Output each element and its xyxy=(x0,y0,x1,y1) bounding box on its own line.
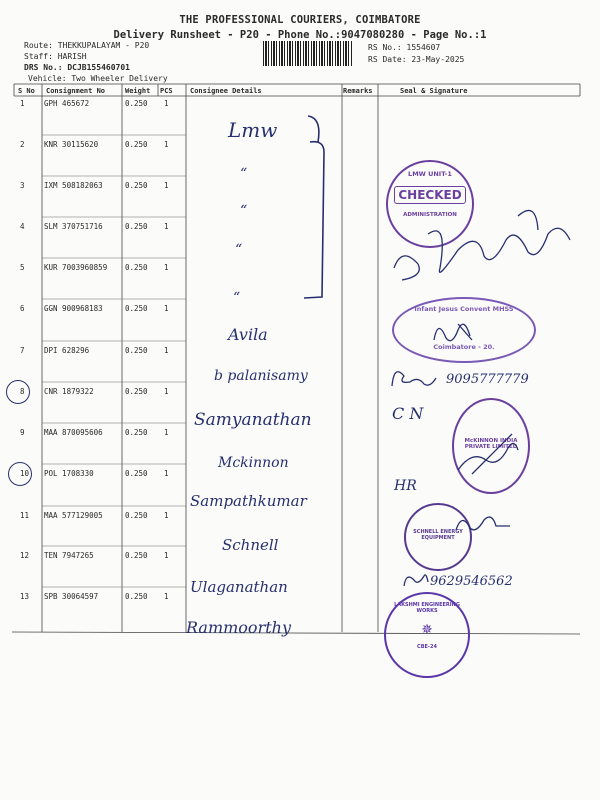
signature-schnell xyxy=(452,508,512,538)
drs-number: DRS No.: DCJB155460701 xyxy=(24,63,130,72)
row-pcs: 1 xyxy=(164,551,169,560)
handwritten-phone-2: 9629546562 xyxy=(430,574,513,589)
row-pcs: 1 xyxy=(164,140,169,149)
circle-mark-row-8 xyxy=(6,380,30,404)
circle-mark-row-10 xyxy=(8,462,32,486)
lmw-stamp-bottom: ADMINISTRATION xyxy=(403,212,457,218)
signature-convent xyxy=(428,310,478,350)
deity-emblem-icon: ✵ xyxy=(421,622,433,638)
row-pcs: 1 xyxy=(164,99,169,108)
row-consignment-no: SPB 30064597 xyxy=(44,592,99,601)
col-header-seal: Seal & Signature xyxy=(400,87,468,95)
row-sno: 5 xyxy=(20,263,25,272)
row-pcs: 1 xyxy=(164,469,169,478)
handwritten-sampathkumar: Sampathkumar xyxy=(190,492,307,510)
route-label: Route: THEKKUPALAYAM - P20 xyxy=(24,41,150,50)
row-weight: 0.250 xyxy=(125,181,148,190)
row-weight: 0.250 xyxy=(125,551,148,560)
ditto-mark-2: “ xyxy=(240,166,248,182)
runsheet-title: THE PROFESSIONAL COURIERS, COIMBATORE xyxy=(179,14,421,26)
staff-label: Staff: HARISH xyxy=(24,52,87,61)
row-sno: 12 xyxy=(20,551,30,560)
row-consignment-no: DPI 628296 xyxy=(44,346,90,355)
row-consignment-no: KNR 30115620 xyxy=(44,140,99,149)
row-sno: 13 xyxy=(20,592,30,601)
row-consignment-no: POL 1708330 xyxy=(44,469,94,478)
row-weight: 0.250 xyxy=(125,99,148,108)
signature-palanisamy xyxy=(388,362,438,392)
row-weight: 0.250 xyxy=(125,222,148,231)
row-pcs: 1 xyxy=(164,222,169,231)
row-consignment-no: CNR 1879322 xyxy=(44,387,94,396)
row-sno: 7 xyxy=(20,346,25,355)
handwritten-ulaganathan: Ulaganathan xyxy=(190,578,288,596)
handwritten-phone-1: 9095777779 xyxy=(446,372,529,387)
col-header-consignee: Consignee Details xyxy=(190,87,262,95)
col-header-consignment: Consignment No xyxy=(46,87,106,95)
handwritten-avila: Avila xyxy=(228,325,268,344)
row-weight: 0.250 xyxy=(125,140,148,149)
col-header-remarks: Remarks xyxy=(343,87,373,95)
row-consignment-no: GGN 900968183 xyxy=(44,304,103,313)
lakshmi-stamp-label: LAKSHMI ENGINEERING WORKS xyxy=(394,602,460,614)
row-pcs: 1 xyxy=(164,304,169,313)
handwritten-samyanathan: Samyanathan xyxy=(194,410,312,430)
row-weight: 0.250 xyxy=(125,469,148,478)
signature-mckinnon xyxy=(452,430,522,480)
row-consignment-no: MAA 870095606 xyxy=(44,428,103,437)
row-consignment-no: TEN 7947265 xyxy=(44,551,94,560)
ditto-mark-5: “ xyxy=(233,290,241,306)
row-sno: 3 xyxy=(20,181,25,190)
row-sno: 6 xyxy=(20,304,25,313)
row-consignment-no: SLM 370751716 xyxy=(44,222,103,231)
col-header-weight: Weight xyxy=(125,87,151,95)
lmw-stamp-top: LMW UNIT-1 xyxy=(408,170,452,178)
row-pcs: 1 xyxy=(164,263,169,272)
col-header-sno: S No xyxy=(18,87,35,95)
row-consignment-no: KUR 7003960859 xyxy=(44,263,108,272)
signature-ulaganathan xyxy=(400,568,430,594)
handwritten-hr: HR xyxy=(394,478,417,494)
row-weight: 0.250 xyxy=(125,263,148,272)
handwritten-lmw: Lmw xyxy=(228,118,278,142)
rs-date: RS Date: 23-May-2025 xyxy=(368,55,465,64)
handwritten-schnell: Schnell xyxy=(222,536,279,554)
row-sno: 8 xyxy=(20,387,25,396)
row-pcs: 1 xyxy=(164,592,169,601)
col-header-pcs: PCS xyxy=(160,87,173,95)
row-sno: 10 xyxy=(20,469,30,478)
row-sno: 4 xyxy=(20,222,25,231)
runsheet-subtitle: Delivery Runsheet - P20 - Phone No.:9047080280 - Page No.:1 xyxy=(113,29,487,41)
row-pcs: 1 xyxy=(164,387,169,396)
row-sno: 9 xyxy=(20,428,25,437)
row-weight: 0.250 xyxy=(125,428,148,437)
handwritten-palanisamy: b palanisamy xyxy=(214,368,308,384)
row-weight: 0.250 xyxy=(125,511,148,520)
handwritten-mckinnon: Mckinnon xyxy=(218,455,289,471)
row-pcs: 1 xyxy=(164,511,169,520)
table-bottom-line xyxy=(12,632,580,634)
rs-number: RS No.: 1554607 xyxy=(368,43,441,52)
row-weight: 0.250 xyxy=(125,346,148,355)
row-pcs: 1 xyxy=(164,181,169,190)
row-sno: 2 xyxy=(20,140,25,149)
row-consignment-no: MAA 577129005 xyxy=(44,511,103,520)
row-weight: 0.250 xyxy=(125,387,148,396)
checked-stamp-label: CHECKED xyxy=(394,186,465,204)
lakshmi-stamp xyxy=(384,592,470,678)
ditto-mark-4: “ xyxy=(235,242,243,258)
row-sno: 11 xyxy=(20,511,30,520)
vehicle-label: Vehicle: Two Wheeler Delivery xyxy=(28,74,168,83)
convent-stamp-bottom: Coimbatore - 20. xyxy=(433,343,495,351)
row-sno: 1 xyxy=(20,99,25,108)
signature-lmw xyxy=(388,190,578,290)
row-weight: 0.250 xyxy=(125,592,148,601)
handwritten-cn: C N xyxy=(392,404,424,423)
schnell-stamp-label: SCHNELL ENERGY EQUIPMENT xyxy=(413,529,463,541)
row-pcs: 1 xyxy=(164,346,169,355)
ditto-mark-3: “ xyxy=(240,203,248,219)
row-pcs: 1 xyxy=(164,428,169,437)
handwritten-rammoorthy: Rammoorthy xyxy=(186,618,291,637)
brace-mark xyxy=(300,112,340,302)
row-weight: 0.250 xyxy=(125,304,148,313)
convent-stamp-top: Infant Jesus Convent MHSS xyxy=(414,305,514,313)
mckinnon-stamp-label: McKINNON INDIA PRIVATE LIMITED xyxy=(464,438,518,450)
row-consignment-no: GPH 465672 xyxy=(44,99,90,108)
lakshmi-stamp-bottom: CBE-24 xyxy=(417,644,437,650)
row-consignment-no: IXM 508182063 xyxy=(44,181,103,190)
